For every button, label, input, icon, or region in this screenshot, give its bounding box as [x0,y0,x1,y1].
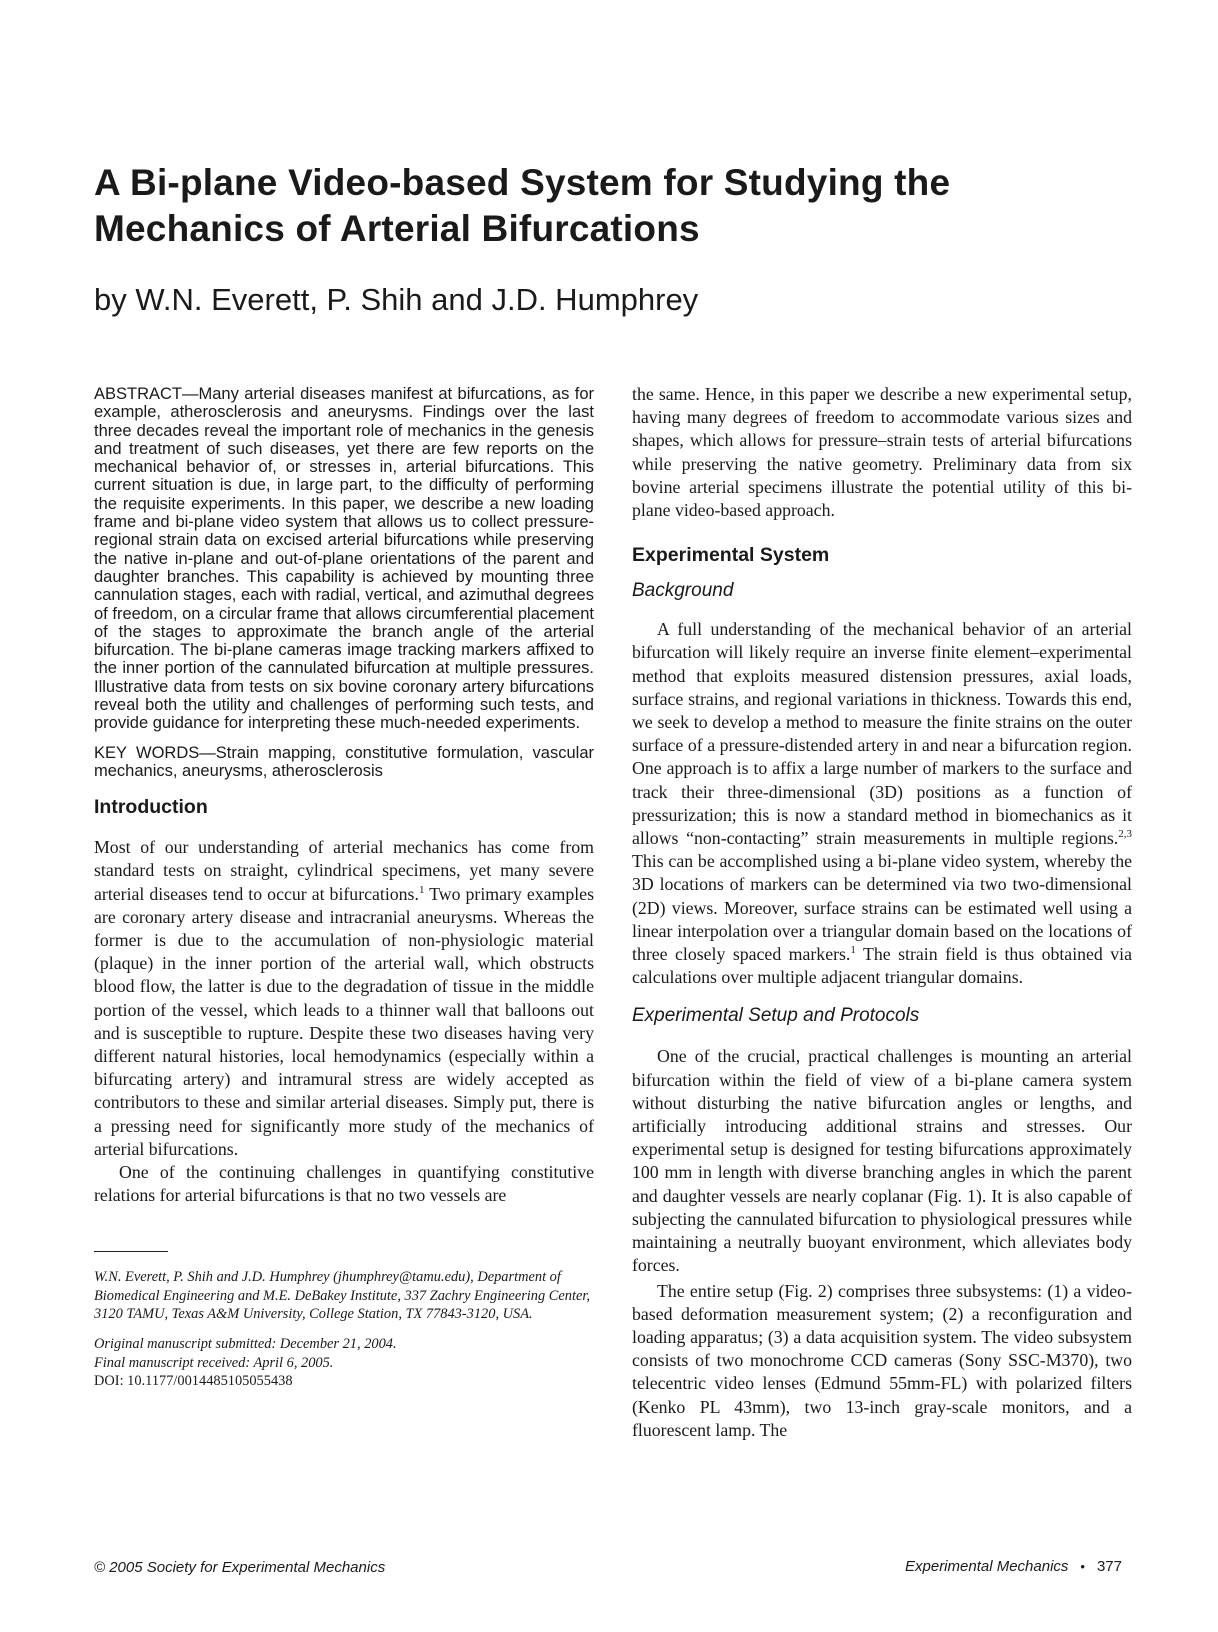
introduction-heading: Introduction [94,796,208,819]
bullet-separator: • [1080,1559,1085,1574]
background-paragraph [632,618,1132,989]
intro-p1-rest: Two primary examples are coronary artery disease and intracranial aneurysms. Whereas the former is due to the accumulation of non-physiologic material (plaque) in the inner portion of the arterial wall, which obstructs blood flow, the latter is due to the degradation of tissue in the middle portion of the vessel, which leads to a thinner wall that balloons out and is susceptible to rupture. Despite these two diseases having very different natural histories, local hemodynamics (especially within a bifurcating artery) and intramural stress are widely accepted as contributors to these and similar arterial diseases. Simply put, there is a pressing need for significantly more study of the mechanics of arterial bifurcations. [94,883,594,1159]
setup-paragraph-1: One of the crucial, practical challenges is mounting an arterial bifurcation within the field of view of a bi-plane camera system without disturbing the native bifurcation angles or lengths, and artificially introducing additional strains and stresses. Our experimental setup is designed for testing bifurcations approximately 100 mm in length with diverse branching angles in which the parent and daughter vessels are nearly coplanar (Fig. 1). It is also capable of subjecting the cannulated bifurcation to physiological pressures while maintaining a neutrally buoyant environment, which alleviates body forces. [632,1046,1132,1276]
keywords: KEY WORDS—Strain mapping, constitutive formulation, vascular mechanics, aneurysms, atherosclerosis [94,743,594,780]
abstract: ABSTRACT—Many arterial diseases manifest at bifurcations, as for example, atherosclerosis and aneurysms. Findings over the last three decades reveal the important role of mechanics in the genesis and treatment of such diseases, yet there are few reports on the mechanical behavior of, or stresses in, arterial bifurcations. This current situation is due, in large part, to the difficulty of performing the requisite experiments. In this paper, we describe a new loading frame and bi-plane video system that allows us to collect pressure-regional strain data on excised arterial bifurcations while preserving the native in-plane and out-of-plane orientations of the parent and daughter branches. This capability is achieved by mounting three cannulation stages, each with radial, vertical, and azimuthal degrees of freedom, on a circular frame that allows circumferential placement of the stages to approximate the branch angle of the arterial bifurcation. The bi-plane cameras image tracking markers affixed to the inner portion of the cannulated bifurcation at multiple pressures. Illustrative data from tests on six bovine coronary artery bifurcations reveal both the utility and challenges of performing such tests, and provide guidance for interpreting these much-needed experiments. [94,385,594,733]
footnote-doi: DOI: 10.1177/0014485105055438 [94,1372,293,1389]
intro-paragraph-2: One of the continuing challenges in quantifying constitutive relations for arterial bifurcations is that no two vessels are [94,1162,594,1206]
author-byline: by W.N. Everett, P. Shih and J.D. Humphrey [94,282,699,317]
footnote-authors: W.N. Everett, P. Shih and J.D. Humphrey (jhumphrey@tamu.edu), Department of Biomedical Engineering and M.E. DeBakey Institute, 337 Zachry Engineering Center, 3120 TAMU, Texas A&M University, College Station, TX 77843-3120, USA. [94,1269,590,1323]
experimental-system-heading: Experimental System [632,544,830,567]
page-number: 377 [1096,1558,1122,1575]
right-paragraph-1: the same. Hence, in this paper we describe a new experimental setup, having many degrees of freedom to accommodate various sizes and shapes, which allows for pressure–strain tests of arterial bifurcations while preserving the native geometry. Preliminary data from six bovine arterial specimens illustrate the potential utility of this bi-plane video-based approach. [632,384,1132,521]
background-heading: Background [632,580,734,602]
intro-p1-reference: 1 [418,883,425,896]
background-reference-2: 1 [850,944,856,957]
journal-name: Experimental Mechanics [905,1558,1069,1575]
intro-paragraph-1 [94,836,594,1161]
background-reference-1: 2,3 [1118,828,1132,841]
footnote-final: Final manuscript received: April 6, 2005. [94,1354,334,1371]
setup-heading: Experimental Setup and Protocols [632,1005,920,1027]
right-column [632,383,1132,1442]
background-text-b: This can be accomplished using a bi-plane video system, whereby the 3D locations of markers can be determined via two two-dimensional (2D) views. Moreover, surface strains can be estimated well using a linear interpolation over a triangular domain based on the locations of three closely spaced markers. [632,851,1132,965]
left-column [94,385,594,1390]
copyright-footer: © 2005 Society for Experimental Mechanics [94,1559,386,1576]
background-text-c: The strain field is thus obtained via calculations over multiple adjacent triangular domains. [632,944,1132,988]
footnote-rule [94,1251,168,1252]
setup-paragraph-2: The entire setup (Fig. 2) comprises three subsystems: (1) a video-based deformation measurement system; (2) a reconfiguration and loading apparatus; (3) a data acquisition system. The video subsystem consists of two monochrome CCD cameras (Sony SSC-M370), two telecentric video lenses (Edmund 55mm-FL) with polarized filters (Kenko PL 43mm), two 13-inch gray-scale monitors, and a fluorescent lamp. The [632,1280,1132,1440]
paper-title [94,160,1134,252]
journal-footer [905,1558,1122,1575]
title-line-1: A Bi-plane Video-based System for Studying the [94,162,951,203]
title-line-2: Mechanics of Arterial Bifurcations [94,208,700,249]
intro-p1-text: Most of our understanding of arterial mechanics has come from standard tests on straight, cylindrical specimens, yet many severe arterial diseases tend to occur at bifurcations. [94,837,594,904]
background-text-a: A full understanding of the mechanical behavior of an arterial bifurcation will likely require an inverse finite element–experimental method that exploits measured distension pressures, axial loads, surface strains, and regional variations in thickness. Towards this end, we seek to develop a method to measure the finite strains on the outer surface of a pressure-distended artery in and near a bifurcation region. One approach is to affix a large number of markers to the surface and track their three-dimensional (3D) positions as a function of pressurization; this is now a standard method in biomechanics as it allows “non-contacting” strain measurements in multiple regions. [632,619,1132,849]
footnote-submitted: Original manuscript submitted: December 21, 2004. [94,1336,397,1353]
